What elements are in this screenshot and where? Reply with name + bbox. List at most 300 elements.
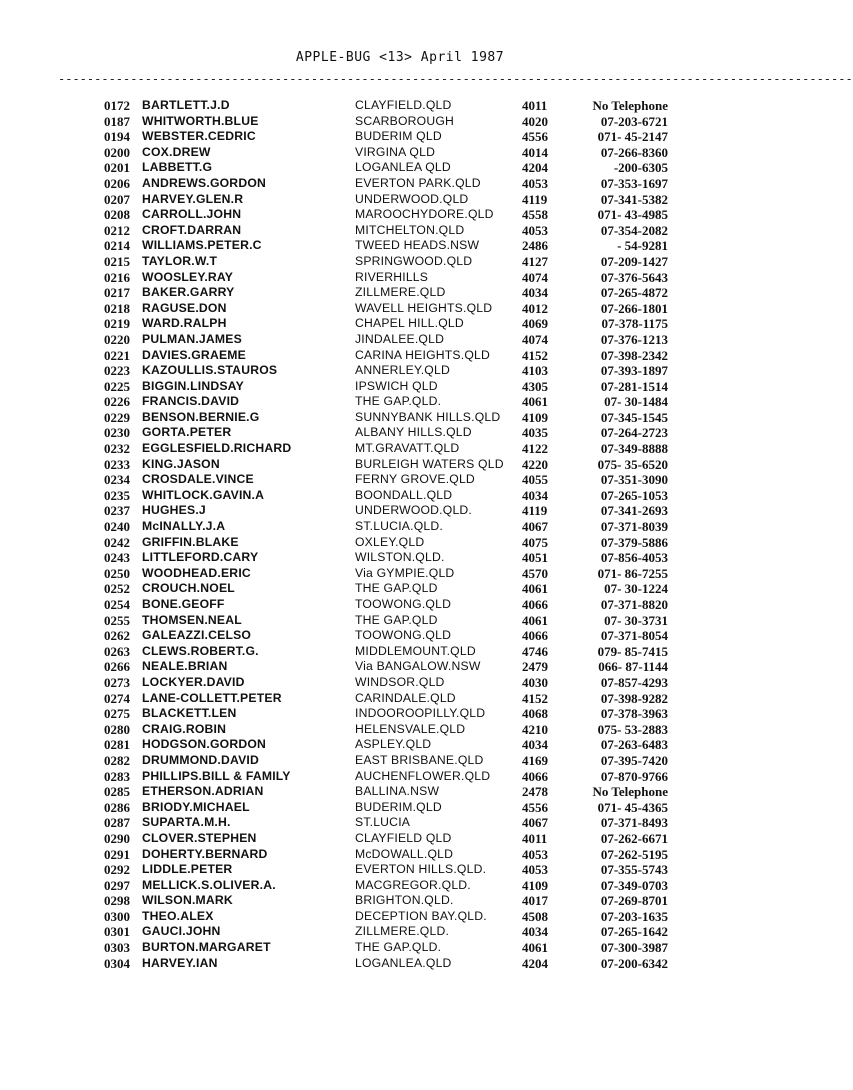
member-row [104, 597, 694, 613]
member-number: 0219 [104, 316, 130, 332]
member-postcode: 4220 [522, 456, 548, 472]
member-row [104, 285, 694, 301]
member-row [104, 613, 694, 629]
member-town: WILSTON.QLD. [355, 550, 445, 565]
member-phone: 075- 53-2883 [597, 721, 668, 737]
member-postcode: 4074 [522, 331, 548, 347]
member-phone: 07-371-8820 [600, 597, 668, 612]
member-postcode: 4067 [522, 815, 548, 831]
member-number: 0172 [104, 98, 130, 113]
member-postcode: 2479 [522, 659, 548, 675]
member-row [104, 909, 694, 925]
member-name: SUPARTA.M.H. [142, 815, 231, 830]
member-phone: 07-200-6342 [600, 955, 668, 971]
member-name: BARTLETT.J.D [142, 98, 230, 112]
member-name: DRUMMOND.DAVID [142, 752, 259, 767]
member-town: ST.LUCIA [355, 815, 411, 830]
member-number: 0298 [104, 893, 130, 909]
member-town: CLAYFIELD QLD [355, 830, 452, 845]
member-name: PULMAN.JAMES [142, 331, 242, 346]
member-name: GALEAZZI.CELSO [142, 628, 252, 643]
member-number: 0275 [104, 706, 130, 722]
member-phone: 07-371-8493 [600, 815, 668, 831]
member-postcode: 4011 [522, 830, 548, 846]
member-town: WAVELL HEIGHTS.QLD [355, 300, 493, 315]
member-postcode: 4034 [522, 737, 548, 753]
member-row [104, 145, 694, 161]
member-number: 0214 [104, 238, 130, 254]
member-town: CLAYFIELD.QLD [355, 98, 452, 112]
member-row [104, 878, 694, 894]
member-number: 0225 [104, 378, 130, 394]
member-row [104, 956, 694, 972]
member-postcode: 4103 [522, 363, 548, 379]
member-row [104, 566, 694, 582]
member-town: BOONDALL.QLD [355, 487, 453, 502]
member-number: 0250 [104, 565, 130, 581]
member-town: ZILLMERE.QLD [355, 285, 446, 300]
member-phone: 07-203-6721 [600, 113, 668, 129]
member-postcode: 4210 [522, 721, 548, 737]
member-number: 0215 [104, 253, 130, 269]
member-name: CROUCH.NOEL [142, 581, 235, 596]
member-name: CLEWS.ROBERT.G. [142, 643, 259, 658]
member-postcode: 4061 [522, 394, 548, 410]
member-row [104, 129, 694, 145]
member-name: BRIODY.MICHAEL [142, 799, 250, 814]
member-number: 0194 [104, 129, 130, 145]
member-phone: 07-378-1175 [601, 316, 668, 332]
member-number: 0300 [104, 908, 130, 924]
member-name: NEALE.BRIAN [142, 659, 228, 674]
member-phone: 07-349-8888 [600, 441, 668, 457]
member-number: 0207 [104, 191, 130, 207]
member-row [104, 737, 694, 753]
member-town: CHAPEL HILL.QLD [355, 316, 464, 331]
member-row [104, 410, 694, 426]
member-postcode: 4066 [522, 768, 548, 784]
member-row [104, 176, 694, 192]
member-row [104, 519, 694, 535]
member-row [104, 207, 694, 223]
member-phone: 07-355-5743 [600, 862, 668, 878]
member-number: 0282 [104, 752, 130, 768]
member-name: BURTON.MARGARET [142, 940, 271, 955]
member-phone: 07- 30-3731 [604, 612, 668, 628]
member-town: WINDSOR.QLD [355, 674, 445, 689]
member-row [104, 223, 694, 239]
member-number: 0273 [104, 674, 130, 690]
member-row [104, 862, 694, 878]
member-row [104, 722, 694, 738]
member-postcode: 4067 [522, 519, 548, 535]
member-town: SUNNYBANK HILLS.QLD [355, 409, 501, 424]
member-phone: 07-857-4293 [600, 674, 668, 690]
member-number: 0200 [104, 144, 130, 160]
member-town: BUDERIM QLD [355, 129, 442, 144]
member-phone: 071- 45-2147 [597, 129, 668, 145]
member-name: HUGHES.J [142, 503, 206, 518]
member-row [104, 270, 694, 286]
member-number: 0291 [104, 846, 130, 862]
member-phone: 07-376-5643 [600, 269, 668, 285]
member-name: BENSON.BERNIE.G [142, 409, 260, 424]
member-phone: 07-856-4053 [600, 550, 668, 566]
member-phone: No Telephone [592, 784, 668, 800]
member-number: 0303 [104, 940, 130, 956]
member-town: BALLINA.NSW [355, 784, 440, 799]
member-name: RAGUSE.DON [142, 300, 227, 315]
member-postcode: 4012 [522, 300, 548, 316]
member-name: ETHERSON.ADRIAN [142, 784, 264, 799]
member-name: EGGLESFIELD.RICHARD [142, 441, 292, 456]
member-name: BONE.GEOFF [142, 597, 225, 611]
member-row [104, 394, 694, 410]
member-postcode: 4127 [522, 253, 548, 269]
member-postcode: 4556 [522, 129, 548, 145]
member-phone: 07-345-1545 [600, 409, 668, 425]
member-town: EVERTON PARK.QLD [355, 175, 481, 190]
member-postcode: 4204 [522, 955, 548, 971]
member-postcode: 4068 [522, 706, 548, 722]
member-number: 0223 [104, 363, 130, 379]
member-postcode: 4034 [522, 487, 548, 503]
member-town: HELENSVALE.QLD [355, 721, 466, 736]
member-town: Via GYMPIE.QLD [355, 565, 455, 580]
member-row [104, 800, 694, 816]
member-postcode: 4051 [522, 550, 548, 566]
member-town: EAST BRISBANE.QLD [355, 752, 484, 767]
member-row [104, 784, 694, 800]
member-phone: 07-266-8360 [600, 144, 668, 160]
member-row [104, 628, 694, 644]
member-phone: 07-209-1427 [600, 253, 668, 269]
member-postcode: 4169 [522, 752, 548, 768]
member-town: McDOWALL.QLD [355, 846, 454, 861]
member-name: TAYLOR.W.T [142, 253, 218, 268]
member-phone: 07-341-2693 [600, 503, 668, 519]
member-town: BRIGHTON.QLD. [355, 893, 454, 908]
member-phone: 07-351-3090 [600, 472, 668, 488]
member-name: KING.JASON [142, 456, 220, 471]
member-row [104, 581, 694, 597]
member-number: 0229 [104, 409, 130, 425]
member-row [104, 691, 694, 707]
member-name: WOOSLEY.RAY [142, 269, 234, 284]
member-postcode: 4508 [522, 908, 548, 924]
member-phone: 07-265-1642 [600, 924, 668, 940]
member-town: TOOWONG.QLD [355, 597, 452, 611]
member-number: 0266 [104, 659, 130, 675]
member-name: ANDREWS.GORDON [142, 175, 266, 190]
member-phone: 07-263-6483 [600, 737, 668, 753]
member-row [104, 550, 694, 566]
member-number: 0290 [104, 830, 130, 846]
member-postcode: 4075 [522, 534, 548, 550]
member-name: WHITWORTH.BLUE [142, 113, 259, 128]
member-phone: 07-262-5195 [600, 846, 668, 862]
member-postcode: 4053 [522, 846, 548, 862]
member-number: 0274 [104, 690, 130, 706]
member-number: 0240 [104, 519, 130, 535]
member-number: 0280 [104, 721, 130, 737]
member-name: CLOVER.STEPHEN [142, 830, 257, 845]
member-row [104, 940, 694, 956]
member-number: 0232 [104, 441, 130, 457]
member-row [104, 301, 694, 317]
member-name: LITTLEFORD.CARY [142, 550, 259, 565]
member-town: VIRGINA QLD [355, 144, 436, 159]
member-name: McINALLY.J.A [142, 519, 226, 534]
member-row [104, 238, 694, 254]
member-name: THEO.ALEX [142, 908, 214, 923]
member-phone: 07-398-9282 [600, 690, 668, 706]
member-name: CROSDALE.VINCE [142, 472, 254, 487]
member-name: KAZOULLIS.STAUROS [142, 363, 278, 378]
member-town: TWEED HEADS.NSW [355, 238, 480, 253]
member-name: GAUCI.JOHN [142, 924, 221, 939]
member-phone: 07-266-1801 [600, 300, 668, 316]
member-phone: 07- 30-1484 [604, 394, 668, 410]
member-postcode: 4020 [522, 113, 548, 129]
member-town: RIVERHILLS [355, 269, 429, 284]
member-town: AUCHENFLOWER.QLD [355, 768, 491, 783]
member-phone: 07-349-0703 [600, 877, 668, 893]
member-number: 0212 [104, 222, 130, 238]
member-name: WHITLOCK.GAVIN.A [142, 487, 265, 502]
member-name: WEBSTER.CEDRIC [142, 129, 256, 144]
member-name: WILLIAMS.PETER.C [142, 238, 262, 253]
member-phone: 07-269-8701 [600, 893, 668, 909]
member-row [104, 363, 694, 379]
member-number: 0283 [104, 768, 130, 784]
member-number: 0281 [104, 737, 130, 753]
member-row [104, 472, 694, 488]
member-town: FERNY GROVE.QLD [355, 472, 475, 487]
member-row [104, 160, 694, 176]
member-town: MACGREGOR.QLD. [355, 877, 471, 892]
member-postcode: 4556 [522, 799, 548, 815]
member-number: 0187 [104, 113, 130, 129]
member-postcode: 4074 [522, 269, 548, 285]
member-name: BIGGIN.LINDSAY [142, 378, 244, 393]
member-postcode: 4066 [522, 628, 548, 644]
member-phone: 07-378-3963 [600, 706, 668, 722]
member-row [104, 98, 694, 114]
member-name: LIDDLE.PETER [142, 862, 233, 877]
member-name: HARVEY.GLEN.R [142, 191, 244, 206]
member-phone: 07-398-2342 [600, 347, 668, 363]
member-name: FRANCIS.DAVID [142, 394, 240, 409]
member-row [104, 535, 694, 551]
member-postcode: 2486 [522, 238, 548, 254]
member-row [104, 831, 694, 847]
member-phone: 071- 86-7255 [597, 565, 668, 581]
member-number: 0285 [104, 784, 130, 800]
member-name: HARVEY.IAN [142, 955, 218, 970]
member-phone: 07-265-1053 [600, 487, 668, 503]
member-town: CARINDALE.QLD [355, 690, 456, 705]
member-postcode: 4061 [522, 612, 548, 628]
member-postcode: 4034 [522, 285, 548, 301]
member-row [104, 332, 694, 348]
member-row [104, 924, 694, 940]
member-phone: 07- 30-1224 [604, 581, 668, 597]
member-row [104, 488, 694, 504]
member-row [104, 348, 694, 364]
member-name: GORTA.PETER [142, 425, 232, 440]
member-number: 0287 [104, 815, 130, 831]
member-town: BURLEIGH WATERS QLD [355, 456, 504, 471]
member-phone: 07-371-8039 [600, 519, 668, 535]
member-town: ANNERLEY.QLD [355, 363, 450, 378]
member-row [104, 114, 694, 130]
member-phone: 079- 85-7415 [597, 643, 668, 659]
member-town: CARINA HEIGHTS.QLD [355, 347, 490, 362]
member-name: LOCKYER.DAVID [142, 674, 245, 689]
member-town: LOGANLEA QLD [355, 160, 451, 175]
member-town: ZILLMERE.QLD. [355, 924, 450, 939]
member-postcode: 4061 [522, 940, 548, 956]
member-number: 0262 [104, 628, 130, 644]
member-name: BAKER.GARRY [142, 285, 235, 300]
member-row [104, 192, 694, 208]
member-name: BLACKETT.LEN [142, 706, 237, 721]
member-town: SPRINGWOOD.QLD [355, 253, 473, 268]
member-name: DOHERTY.BERNARD [142, 846, 268, 861]
member-town: MAROOCHYDORE.QLD [355, 207, 494, 222]
member-town: INDOOROOPILLY.QLD [355, 706, 486, 721]
member-phone: 07-281-1514 [600, 378, 668, 394]
member-phone: 07-262-6671 [600, 830, 668, 846]
member-phone: 07-395-7420 [600, 752, 668, 768]
member-postcode: 4053 [522, 862, 548, 878]
member-postcode: 4152 [522, 690, 548, 706]
member-postcode: 4119 [522, 503, 548, 519]
member-postcode: 4558 [522, 207, 548, 223]
member-postcode: 4570 [522, 565, 548, 581]
member-phone: No Telephone [592, 98, 668, 113]
member-row [104, 815, 694, 831]
member-number: 0206 [104, 175, 130, 191]
member-number: 0208 [104, 207, 130, 223]
member-number: 0221 [104, 347, 130, 363]
member-phone: 07-870-9766 [600, 768, 668, 784]
member-town: THE GAP.QLD. [355, 394, 442, 409]
member-name: COX.DREW [142, 144, 211, 159]
member-name: DAVIES.GRAEME [142, 347, 246, 362]
member-phone: -200-6305 [613, 160, 668, 176]
member-postcode: 4305 [522, 378, 548, 394]
member-phone: 07-264-2723 [600, 425, 668, 441]
member-phone: 07-353-1697 [600, 175, 668, 191]
member-number: 0292 [104, 862, 130, 878]
member-row [104, 441, 694, 457]
member-name: LABBETT.G [142, 160, 213, 175]
member-name: WARD.RALPH [142, 316, 227, 331]
member-phone: 07-354-2082 [600, 222, 668, 238]
member-postcode: 4034 [522, 924, 548, 940]
member-name: LANE-COLLETT.PETER [142, 690, 282, 705]
member-postcode: 4746 [522, 643, 548, 659]
member-number: 0301 [104, 924, 130, 940]
member-row [104, 675, 694, 691]
member-town: DECEPTION BAY.QLD. [355, 908, 487, 923]
member-postcode: 4014 [522, 144, 548, 160]
member-number: 0237 [104, 503, 130, 519]
member-postcode: 4061 [522, 581, 548, 597]
member-list [104, 98, 694, 971]
member-number: 0255 [104, 612, 130, 628]
member-town: THE GAP.QLD [355, 581, 438, 596]
member-phone: - 54-9281 [617, 238, 668, 254]
member-name: MELLICK.S.OLIVER.A. [142, 877, 276, 892]
member-town: LOGANLEA.QLD [355, 955, 452, 970]
member-town: MT.GRAVATT.QLD [355, 441, 460, 456]
member-phone: 07-393-1897 [600, 363, 668, 379]
member-number: 0304 [104, 955, 130, 971]
member-name: WOODHEAD.ERIC [142, 565, 251, 580]
member-number: 0220 [104, 331, 130, 347]
member-number: 0243 [104, 550, 130, 566]
member-postcode: 4030 [522, 674, 548, 690]
member-number: 0235 [104, 487, 130, 503]
member-row [104, 644, 694, 660]
member-number: 0216 [104, 269, 130, 285]
member-number: 0242 [104, 534, 130, 550]
member-number: 0217 [104, 285, 130, 301]
member-phone: 07-341-5382 [600, 191, 668, 207]
member-postcode: 4069 [522, 316, 548, 332]
member-town: Via BANGALOW.NSW [355, 659, 481, 674]
header-divider: -------------------------------------------------------------------------------------------------------------- [58, 72, 853, 86]
member-number: 0226 [104, 394, 130, 410]
member-town: JINDALEE.QLD [355, 331, 445, 346]
member-town: SCARBOROUGH [355, 113, 455, 128]
member-town: ST.LUCIA.QLD. [355, 519, 443, 534]
member-name: GRIFFIN.BLAKE [142, 534, 239, 549]
member-town: UNDERWOOD.QLD [355, 191, 469, 206]
member-phone: 07-379-5886 [600, 534, 668, 550]
member-name: CROFT.DARRAN [142, 222, 242, 237]
member-postcode: 2478 [522, 784, 548, 800]
member-row [104, 659, 694, 675]
member-name: CRAIG.ROBIN [142, 721, 227, 736]
member-number: 0234 [104, 472, 130, 488]
member-town: TOOWONG.QLD [355, 628, 452, 643]
member-row [104, 893, 694, 909]
member-town: UNDERWOOD.QLD. [355, 503, 473, 518]
member-postcode: 4011 [522, 98, 548, 113]
member-phone: 071- 45-4365 [597, 799, 668, 815]
member-town: IPSWICH QLD [355, 378, 438, 393]
member-postcode: 4109 [522, 409, 548, 425]
member-name: THOMSEN.NEAL [142, 612, 242, 627]
member-postcode: 4066 [522, 597, 548, 612]
member-number: 0201 [104, 160, 130, 176]
member-row [104, 753, 694, 769]
member-town: EVERTON HILLS.QLD. [355, 862, 487, 877]
member-town: BUDERIM.QLD [355, 799, 442, 814]
member-postcode: 4204 [522, 160, 548, 176]
member-postcode: 4053 [522, 175, 548, 191]
member-row [104, 769, 694, 785]
member-postcode: 4152 [522, 347, 548, 363]
member-phone: 075- 35-6520 [597, 456, 668, 472]
member-phone: 07-203-1635 [600, 908, 668, 924]
member-number: 0286 [104, 799, 130, 815]
member-number: 0297 [104, 877, 130, 893]
